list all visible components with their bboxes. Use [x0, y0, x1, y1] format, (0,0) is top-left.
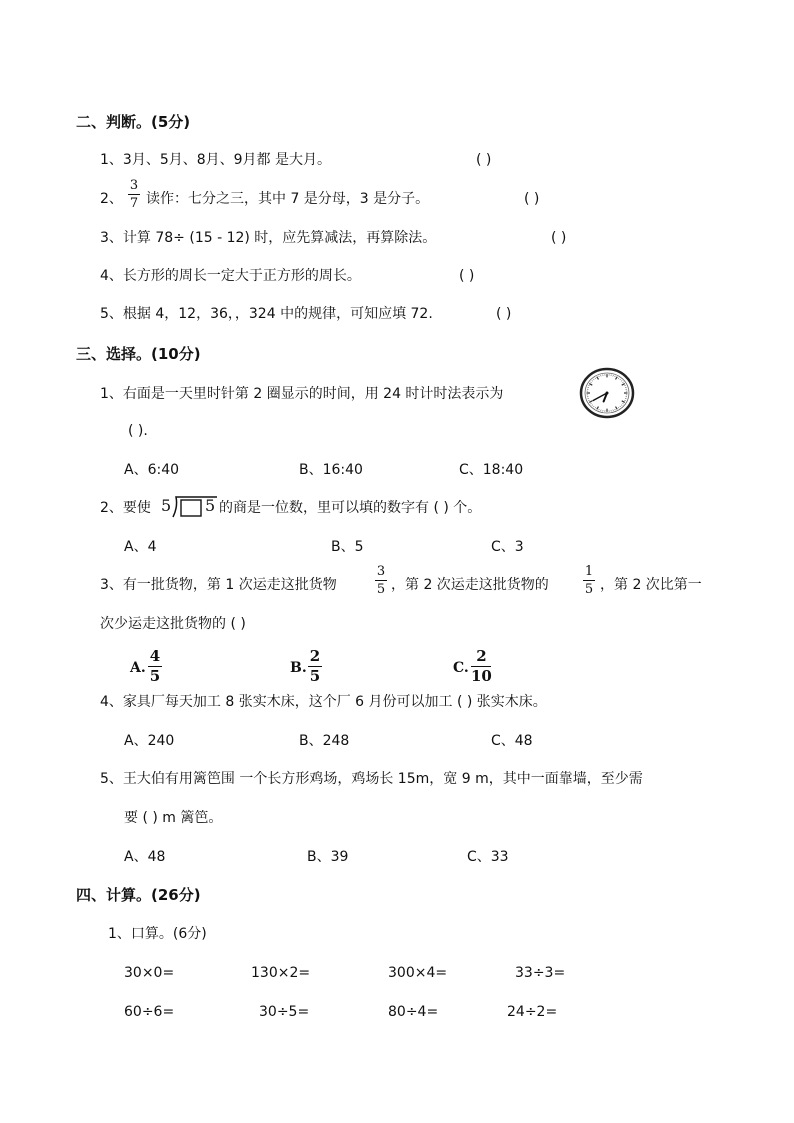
oral-calc-item[interactable]: 60÷6= [124, 1004, 175, 1020]
fraction-denominator: 10 [471, 667, 492, 685]
s3-q5-answer-blank[interactable]: 要 ( ) m 篱笆。 [124, 810, 223, 826]
s3-q3-middle: ，第 2 次运走这批货物的 [391, 577, 549, 593]
s3-q2-option-b[interactable]: B、5 [331, 539, 364, 555]
section-2-heading: 二、判断。(5分) [76, 113, 191, 131]
s3-q3-lead: 3、有一批货物，第 1 次运走这批货物 [100, 577, 337, 593]
option-letter: A. [130, 660, 146, 676]
option-letter: C. [453, 660, 469, 676]
option-fraction [471, 648, 492, 685]
s2-q2-answer-blank[interactable]: ( ) [524, 191, 540, 207]
fraction-denominator: 5 [149, 667, 161, 685]
s3-q1-answer-blank[interactable]: ( ). [128, 423, 148, 439]
s2-q1-answer-blank[interactable]: ( ) [476, 152, 492, 168]
s2-q1-text: 1、3月、5月、8月、9月都 是大月。 [100, 152, 331, 168]
s3-q3-answer-blank[interactable]: 次少运走这批货物的 ( ) [100, 616, 246, 632]
oral-calc-item[interactable]: 300×4= [388, 965, 448, 981]
s3-q1-option-a[interactable]: A、6:40 [124, 462, 180, 478]
s3-q2-option-c[interactable]: C、3 [491, 539, 524, 555]
fraction-bar [375, 580, 387, 581]
s3-q1-text: 1、右面是一天里时针第 2 圈显示的时间，用 24 时计时法表示为 [100, 386, 504, 402]
fraction-numerator: 3 [376, 564, 386, 579]
s2-q4-text: 4、长方形的周长一定大于正方形的周长。 [100, 268, 361, 284]
oral-calc-item[interactable]: 24÷2= [507, 1004, 558, 1020]
fraction-denominator: 5 [376, 582, 386, 597]
s2-q2-fraction [128, 178, 140, 211]
s2-q2-number: 2、 [100, 191, 123, 207]
oral-calc-item[interactable]: 30×0= [124, 965, 175, 981]
s3-q1-option-b[interactable]: B、16:40 [299, 462, 363, 478]
oral-calc-item[interactable]: 130×2= [251, 965, 311, 981]
s3-q3-fraction-1 [375, 564, 387, 597]
long-division-expression [161, 496, 171, 515]
s3-q5-option-c[interactable]: C、33 [467, 849, 509, 865]
s3-q5-text: 5、王大伯有用篱笆围 一个长方形鸡场，鸡场长 15m，宽 9 m，其中一面靠墙，至少需 [100, 771, 643, 787]
division-dividend-digit: 5 [205, 496, 216, 515]
fraction-bar [583, 580, 595, 581]
option-fraction [148, 648, 162, 685]
s3-q3-tail: ，第 2 次比第一 [600, 577, 702, 593]
division-divisor: 5 [161, 496, 172, 515]
oral-calc-item[interactable]: 30÷5= [259, 1004, 310, 1020]
fraction-numerator: 2 [309, 647, 321, 665]
s3-q4-option-b[interactable]: B、248 [299, 733, 350, 749]
s2-q5-text: 5、根据 4，12，36，，324 中的规律，可知应填 72. [100, 306, 433, 322]
s3-q3-fraction-2 [583, 564, 595, 597]
s3-q2-option-a[interactable]: A、4 [124, 539, 157, 555]
fraction-numerator: 2 [476, 647, 487, 665]
s2-q4-answer-blank[interactable]: ( ) [459, 268, 475, 284]
fraction-numerator: 3 [129, 178, 139, 193]
s2-q3-text: 3、计算 78÷ (15 - 12) 时，应先算减法，再算除法。 [100, 230, 437, 246]
fraction-denominator: 5 [309, 667, 321, 685]
s3-q4-option-c[interactable]: C、48 [491, 733, 533, 749]
fraction-denominator: 5 [584, 582, 594, 597]
s3-q4-text: 4、家具厂每天加工 8 张实木床，这个厂 6 月份可以加工 ( ) 张实木床。 [100, 694, 547, 710]
s3-q2-lead: 2、要使 [100, 500, 151, 516]
fraction-numerator: 1 [584, 564, 594, 579]
s3-q4-option-a[interactable]: A、240 [124, 733, 175, 749]
s3-q5-option-b[interactable]: B、39 [307, 849, 349, 865]
oral-calc-item[interactable]: 80÷4= [388, 1004, 439, 1020]
fraction-denominator: 7 [129, 196, 139, 211]
s3-q1-option-c[interactable]: C、18:40 [459, 462, 524, 478]
fraction-bar [128, 194, 140, 195]
oral-calc-item[interactable]: 33÷3= [515, 965, 566, 981]
clock-icon [579, 367, 637, 419]
option-fraction [308, 648, 322, 685]
fraction-numerator: 4 [149, 647, 161, 665]
s3-q5-option-a[interactable]: A、48 [124, 849, 166, 865]
s2-q5-answer-blank[interactable]: ( ) [496, 306, 512, 322]
s3-q2-text: 的商是一位数，里可以填的数字有 ( ) 个。 [219, 500, 482, 516]
section-4-heading: 四、计算。(26分) [76, 886, 201, 904]
s2-q2-text: 读作：七分之三，其中 7 是分母，3 是分子。 [146, 191, 430, 207]
s2-q3-answer-blank[interactable]: ( ) [551, 230, 567, 246]
section-3-heading: 三、选择。(10分) [76, 345, 201, 363]
s4-subheading-oral: 1、口算。(6分) [108, 926, 207, 942]
option-letter: B. [290, 660, 307, 676]
